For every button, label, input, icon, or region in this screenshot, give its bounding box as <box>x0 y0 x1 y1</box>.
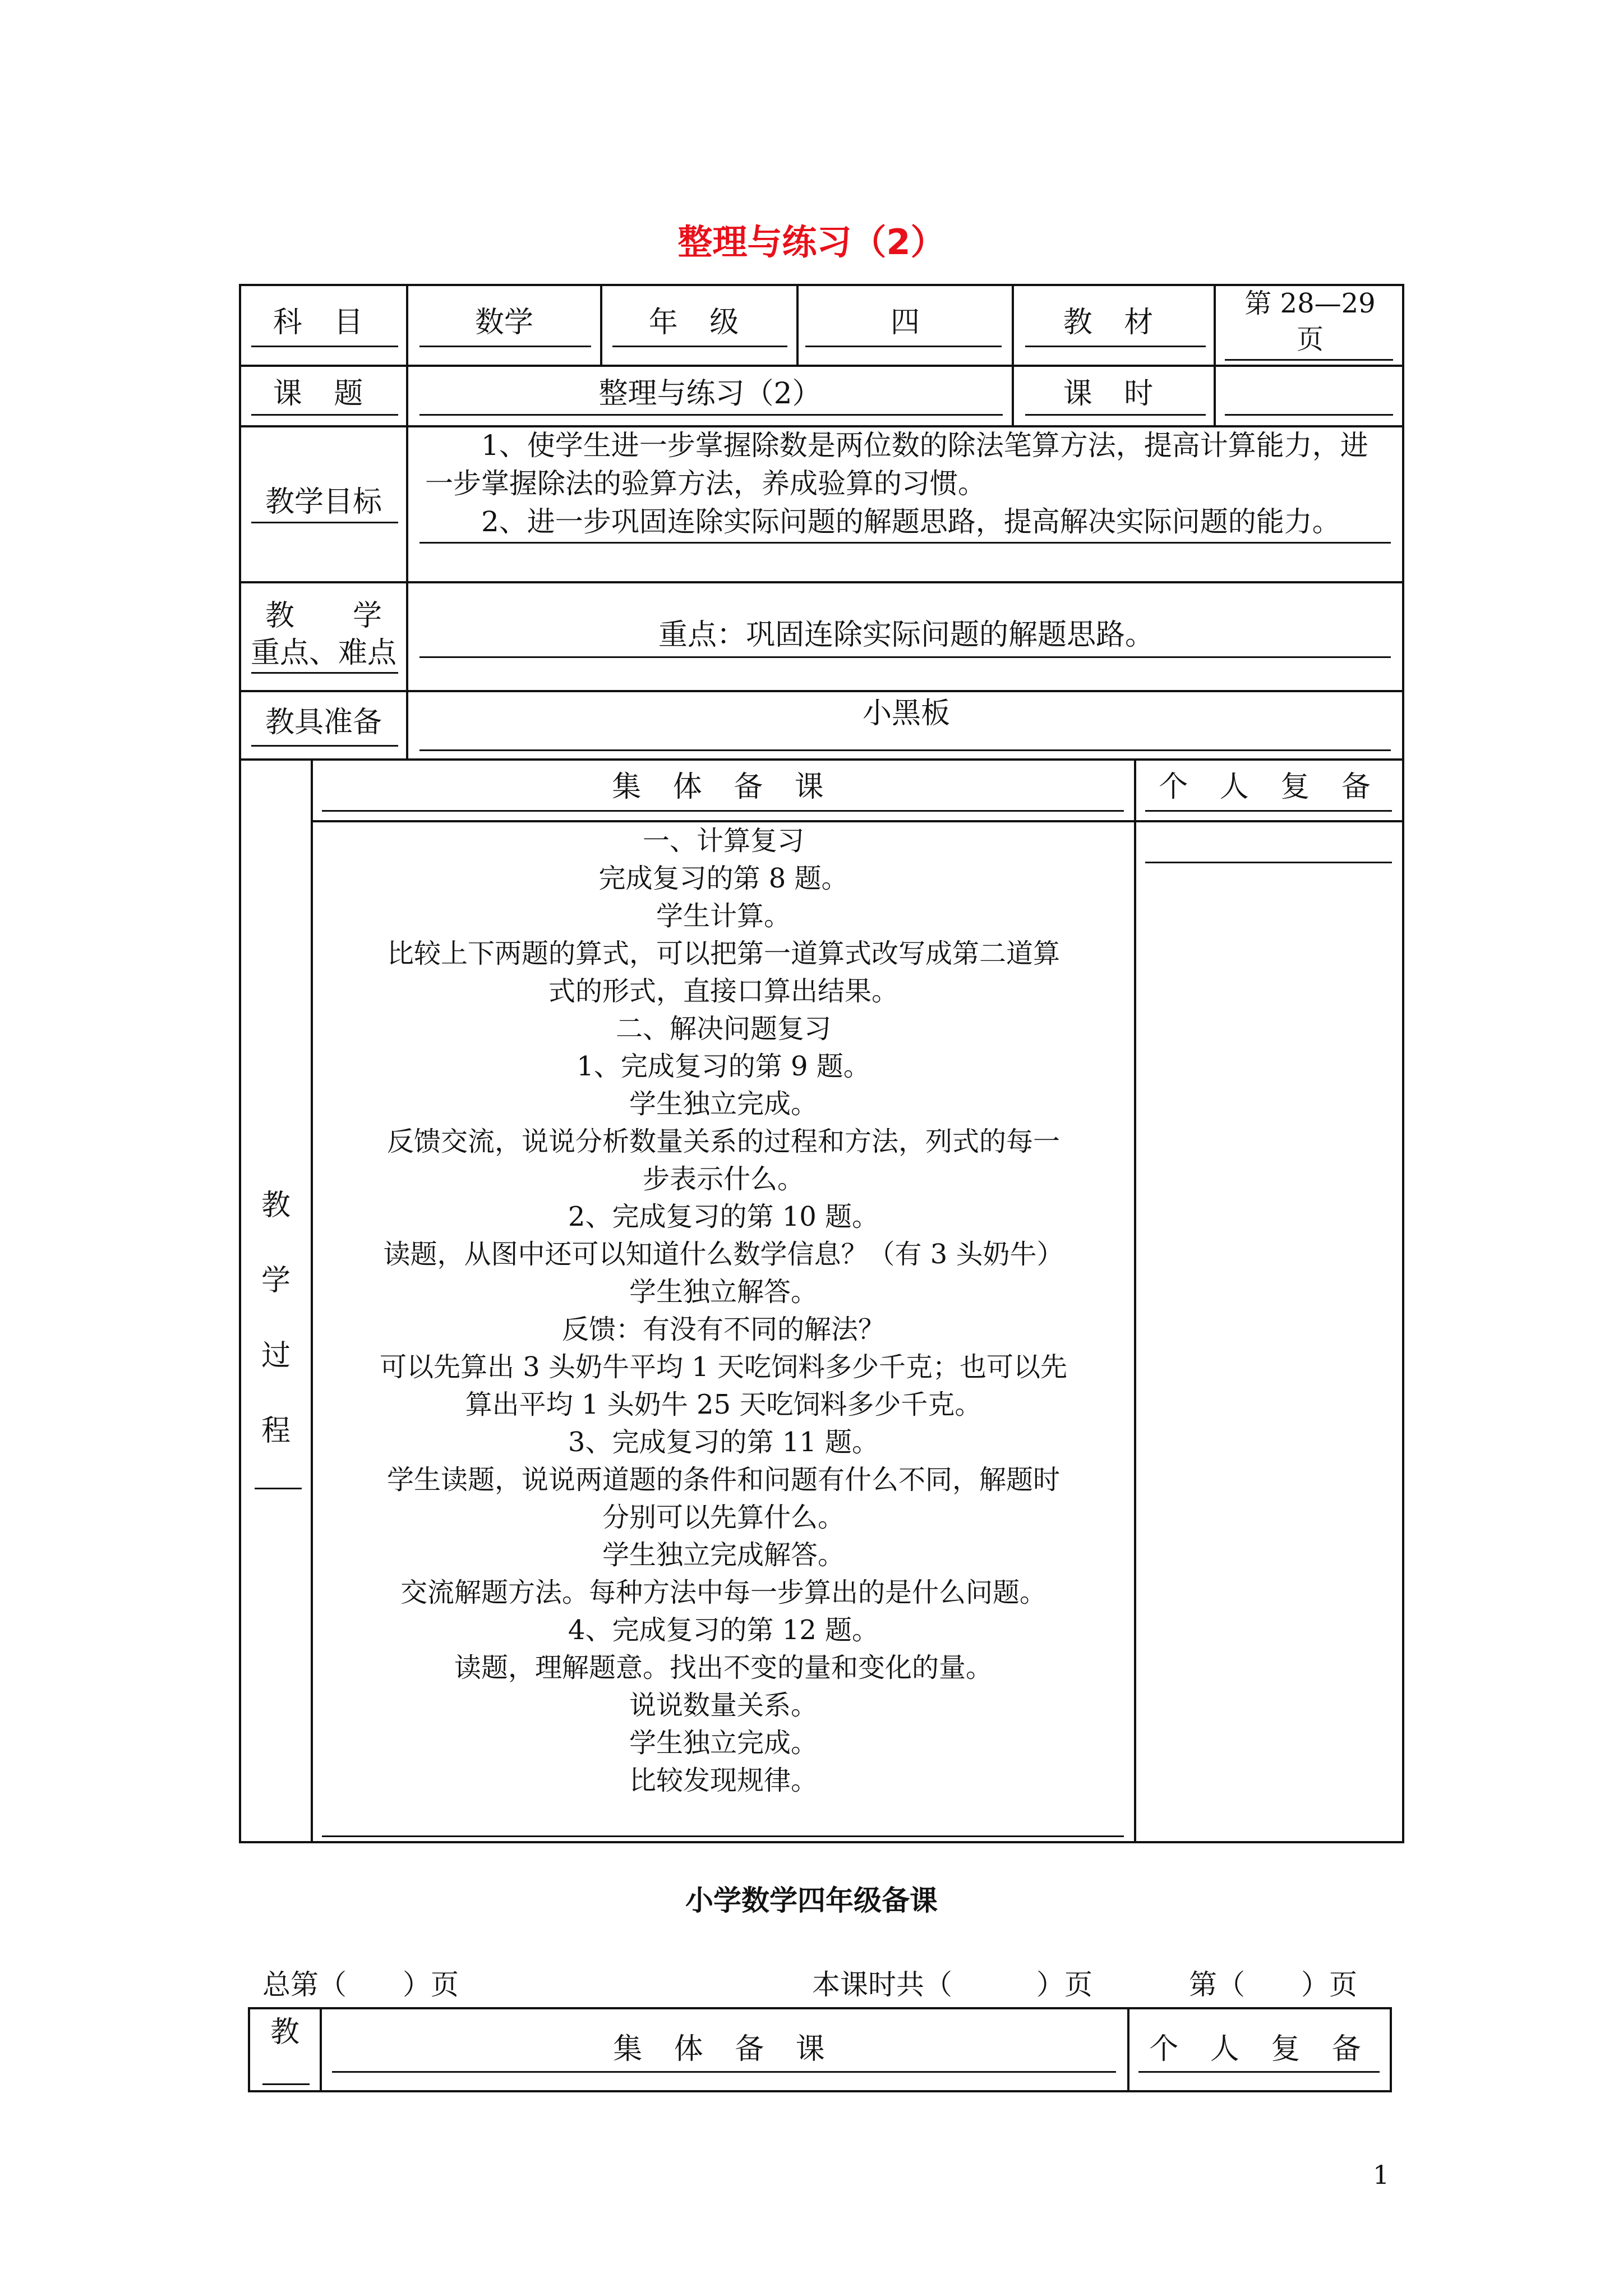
process-line: 学生独立完成。 <box>629 1727 818 1759</box>
underline <box>1225 359 1393 361</box>
underline <box>419 656 1391 658</box>
process-line: 分别可以先算什么。 <box>602 1502 845 1533</box>
underline <box>251 672 398 674</box>
process-label-char: 学 <box>261 1264 291 1297</box>
section2-heading: 小学数学四年级备课 <box>685 1884 938 1917</box>
process-line: 学生独立解答。 <box>629 1276 818 1308</box>
underline <box>419 749 1391 751</box>
grade-label: 年 级 <box>648 305 750 339</box>
goal-item-1: 1、使学生进一步掌握除数是两位数的除法笔算方法，提高计算能力，进一步掌握除法的验算方法，养成验算的习惯。 <box>425 429 1368 500</box>
goals-text <box>425 426 1391 541</box>
process-label-char: 教 <box>261 1189 291 1222</box>
underline <box>322 1835 1124 1837</box>
topic-value: 整理与练习（2） <box>598 376 822 411</box>
process-line: 反馈：有没有不同的解法？ <box>561 1314 885 1345</box>
page-of: 第（ ）页 <box>1189 1968 1357 2001</box>
underline <box>1025 346 1206 347</box>
process-line: 二、解决问题复习 <box>615 1013 831 1045</box>
topic-label: 课 题 <box>273 376 375 411</box>
col-divider <box>1134 758 1136 1843</box>
process-line: 比较发现规律。 <box>629 1765 818 1796</box>
process-line: 4、完成复习的第 12 题。 <box>568 1614 879 1646</box>
subject-label: 科 目 <box>273 305 375 339</box>
underline <box>419 542 1391 544</box>
underline <box>1225 414 1393 416</box>
process-line: 算出平均 1 头奶牛 25 天吃饲料多少千克。 <box>465 1389 982 1420</box>
underline <box>1138 2071 1380 2073</box>
underline <box>1025 414 1206 416</box>
process-line: 学生读题，说说两道题的条件和问题有什么不同，解题时 <box>386 1464 1060 1496</box>
underline <box>251 346 398 347</box>
underline <box>322 810 1124 812</box>
underline <box>251 745 398 747</box>
section2-side-char: 教 <box>270 2015 299 2049</box>
underline <box>1145 810 1392 812</box>
process-line: 完成复习的第 8 题。 <box>598 863 849 894</box>
process-line: 学生计算。 <box>656 900 791 932</box>
underline <box>251 522 398 523</box>
section2-personal-header: 个 人 复 备 <box>1149 2032 1372 2066</box>
process-line: 步表示什么。 <box>642 1163 804 1195</box>
process-line: 交流解题方法。每种方法中每一步算出的是什么问题。 <box>400 1577 1046 1608</box>
underline <box>332 2071 1116 2073</box>
collective-prep-header: 集 体 备 课 <box>612 770 835 804</box>
goals-label: 教学目标 <box>265 485 382 519</box>
underline <box>262 2083 310 2085</box>
tools-value: 小黑板 <box>862 696 950 730</box>
process-line: 1、完成复习的第 9 题。 <box>577 1051 870 1082</box>
row-divider <box>239 758 1404 761</box>
goal-item-2: 2、进一步巩固连除实际问题的解题思路，提高解决实际问题的能力。 <box>481 505 1340 538</box>
page-title: 整理与练习（2） <box>677 222 946 263</box>
lesson-pages: 本课时共（ ）页 <box>812 1968 1092 2001</box>
process-line: 学生独立完成。 <box>629 1088 818 1120</box>
process-side-label <box>241 1168 311 1469</box>
process-line: 说说数量关系。 <box>629 1690 818 1721</box>
process-content <box>313 822 1134 1800</box>
hours-value <box>1216 367 1404 421</box>
process-line: 2、完成复习的第 10 题。 <box>568 1201 879 1232</box>
process-line: 式的形式，直接口算出结果。 <box>548 976 898 1007</box>
process-line: 反馈交流，说说分析数量关系的过程和方法，列式的每一 <box>386 1126 1060 1157</box>
page-number: 1 <box>1373 2160 1390 2190</box>
process-line: 一、计算复习 <box>642 825 804 857</box>
underline <box>255 1488 302 1489</box>
underline <box>419 414 1003 416</box>
subject-value: 数学 <box>474 305 533 339</box>
process-line: 可以先算出 3 头奶牛平均 1 天吃饲料多少千克；也可以先 <box>379 1351 1068 1383</box>
underline <box>251 414 398 416</box>
process-line: 学生独立完成解答。 <box>602 1539 845 1571</box>
process-label-char: 程 <box>261 1414 291 1448</box>
total-pages: 总第（ ）页 <box>262 1968 459 2001</box>
process-line: 读题，理解题意。找出不变的量和变化的量。 <box>454 1652 993 1683</box>
tools-label: 教具准备 <box>265 705 382 739</box>
underline <box>419 346 591 347</box>
process-line: 3、完成复习的第 11 题。 <box>568 1427 879 1458</box>
process-label-char: 过 <box>261 1339 291 1373</box>
row-divider <box>239 581 1404 583</box>
textbook-pages-line1: 第 28—29 <box>1244 288 1376 320</box>
underline <box>612 346 787 347</box>
process-line: 比较上下两题的算式，可以把第一道算式改写成第二道算 <box>386 938 1060 969</box>
keypoints-label-line1: 教 学 <box>265 599 382 633</box>
underline <box>805 346 1002 347</box>
textbook-pages-line2: 页 <box>1296 324 1324 356</box>
grade-value: 四 <box>890 305 920 339</box>
personal-prep-header: 个 人 复 备 <box>1159 770 1382 804</box>
textbook-label: 教 材 <box>1063 305 1165 339</box>
keypoints-label-line2: 重点、难点 <box>250 636 396 670</box>
keypoints-value: 重点：巩固连除实际问题的解题思路。 <box>658 618 1154 652</box>
section2-collective-header: 集 体 备 课 <box>613 2032 836 2066</box>
hours-label: 课 时 <box>1063 376 1165 411</box>
underline <box>1145 862 1392 863</box>
process-line: 读题，从图中还可以知道什么数学信息？（有 3 头奶牛） <box>383 1239 1064 1270</box>
